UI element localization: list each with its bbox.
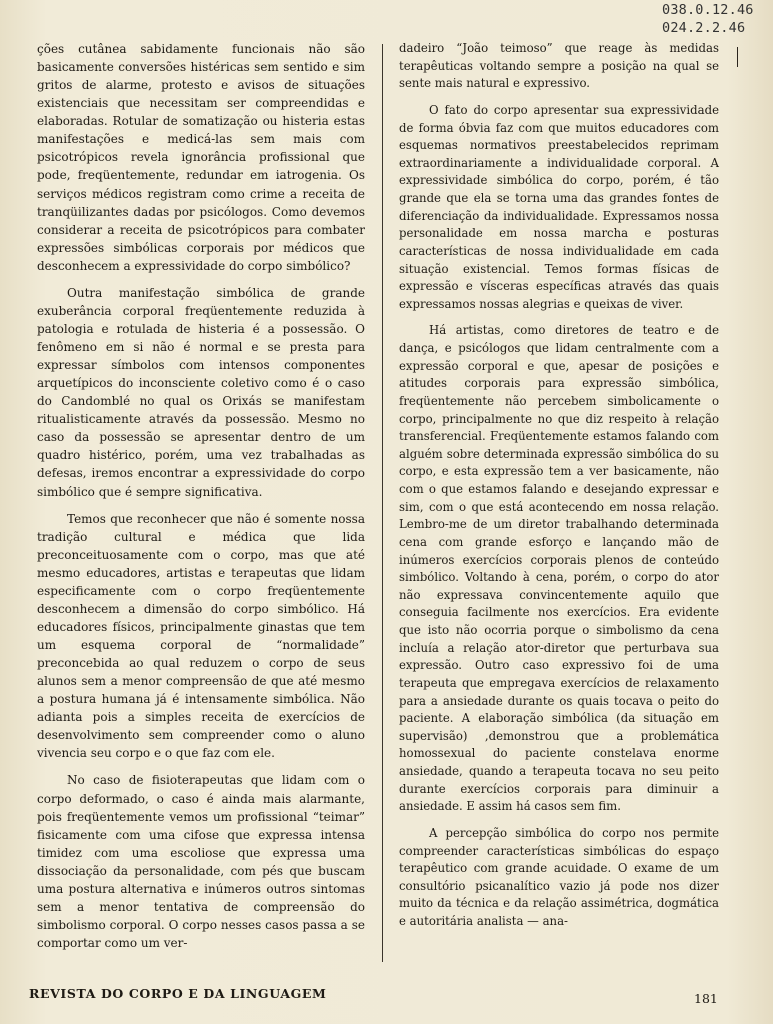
right-paragraph-4: A percepção simbólica do corpo nos permite compreender características simbólicas do espaço terapêutico com grande acuidade. O exame de um consultório psicanalítico vazio já pode nos dizer muito da técnica e da relação assimétrica, dogmática e autoritária analista — ana- <box>399 825 719 928</box>
journal-title: REVISTA DO CORPO E DA LINGUAGEM <box>29 986 327 1001</box>
right-paragraph-2: O fato do corpo apresentar sua expressividade de forma óbvia faz com que muitos educadores com esquemas normativos preestabelecidos reprimam extraordinariamente a individualidade corporal. A expressividade simbólica do corpo, porém, é tão grande que ela se torna uma das grandes fontes de diferenciação da individualidade. Expressamos nossa personalidade em nossa marcha e posturas características de nossa individualidade em cada situação existencial. Temos formas físicas de expressão e vísceras específicas através das quais expressamos nossas alegrias e queixas de viver. <box>399 102 719 311</box>
left-paragraph-4: No caso de fisioterapeutas que lidam com o corpo deformado, o caso é ainda mais alarmante, pois freqüentemente vemos um profissional “teimar” fisicamente com uma cifose que expressa intensa timidez com uma escoliose que expressa uma dissociação da personalidade, com pés que buscam uma postura alternativa e inúmeros outros sintomas sem a menor tentativa de compreensão do simbolismo corporal. O corpo nesses casos passa a se comportar como um ver- <box>37 773 365 950</box>
right-paragraph-3: Há artistas, como diretores de teatro e de dança, e psicólogos que lidam centralmente com a expressão corporal e que, apesar de posições e atitudes corporais para expressão simbólica, freqüentemente não percebem simbolicamente o corpo, principalmente no que diz respeito à relação transferencial. Freqüentemente estamos falando com alguém sobre determinada expressão simbólica do su corpo, e esta expressão tem a ver basicamente, não com o que estamos falando e desejando expressar e sim, com o que está acontecendo em nossa relação. Lembro-me de um diretor trabalhando determinada cena com grande esforço e lançando mão de inúmeros exercícios corporais plenos de conteúdo simbólico. Voltando à cena, porém, o corpo do ator não expressava convincentemente aquilo que conseguia facilmente nos exercícios. Era evidente que isto não ocorria porque o simbolismo da cena incluía a relação ator-diretor que perturbava sua expressão. Outro caso expressivo foi de uma terapeuta que empregava exercícios de relaxamento para a ansiedade durante os quais tocava o peito do paciente. A elaboração simbólica (da situação em supervisão) ,demonstrou que a problemática homossexual do paciente constelava enorme ansiedade, quando a terapeuta tocava no seu peito durante exercícios corporais para diminuir a ansiedade. E assim há casos sem fim. <box>399 323 719 814</box>
left-text-column <box>37 40 365 961</box>
margin-mark <box>737 47 738 67</box>
left-paragraph-3: Temos que reconhecer que não é somente nossa tradição cultural e médica que lida preconceituosamente com o corpo, mas que até mesmo educadores, artistas e terapeutas que lidam especificamente com o corpo freqüentemente desconhecem a dimensão do corpo simbólico. Há educadores físicos, principalmente ginastas que tem um esquema corporal de “normalidade” preconcebida ao qual reduzem o corpo de seus alunos sem a menor compreensão de que até mesmo a postura humana já é intensamente simbólica. Não adianta pois a simples receita de exercícios de desenvolvimento sem compreender como o aluno vivencia seu corpo e o que faz com ele. <box>37 511 365 761</box>
left-paragraph-2: Outra manifestação simbólica de grande exuberância corporal freqüentemente reduzida à patologia e rotulada de histeria é a possessão. O fenômeno em si não é normal e se presta para expressar símbolos com intensos componentes arquetípicos do inconsciente coletivo como é o caso do Candomblé no qual os Orixás se manifestam ritualisticamente através da possessão. Mesmo no caso da possessão se apresentar dentro de um quadro histérico, porém, uma vez trabalhadas as defesas, iremos encontrar a expressividade do corpo simbólico que é sempre significativa. <box>37 285 365 499</box>
page-number: 181 <box>694 991 718 1006</box>
right-paragraph-1: dadeiro “João teimoso” que reage às medidas terapêuticas voltando sempre a posição na qual se sente mais natural e expressivo. <box>399 41 719 91</box>
column-divider-rule <box>382 44 383 962</box>
handwritten-reference-line-1: 038.0.12.46 <box>662 2 754 18</box>
right-text-column <box>399 40 719 940</box>
left-paragraph-1: ções cutânea sabidamente funcionais não são basicamente conversões histéricas sem sentido e sim gritos de alarme, protesto e avisos de situações existenciais que necessitam ser compreendidas e elaboradas. Rotular de somatização ou histeria estas manifestações e medicá-las sem mais com psicotrópicos revela ignorância profissional que pode, freqüentemente, redundar em iatrogenia. Os serviços médicos registram como crime a receita de tranqüilizantes dadas por psicólogos. Como devemos considerar a receita de psicotrópicos para combater expressões simbólicas corporais por médicos que desconhecem a expressividade do corpo simbólico? <box>37 42 365 273</box>
handwritten-reference-line-2: 024.2.2.46 <box>662 20 746 36</box>
